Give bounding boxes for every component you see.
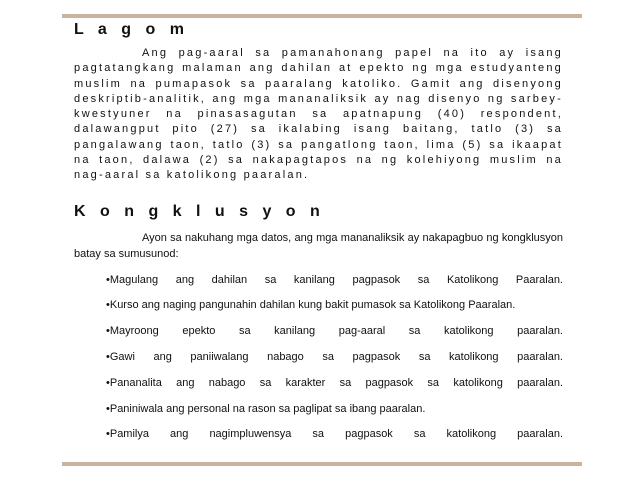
list-item: •Pamilya ang nagimpluwensya sa pagpasok sa katolikong paaralan. xyxy=(106,428,563,441)
konklusyon-intro: Ayon sa nakuhang mga datos, ang mga mananaliksik ay nakapagbuo ng kongklusyon batay sa sumusunod: xyxy=(74,231,563,260)
document-body xyxy=(74,20,563,452)
lagom-heading: L a g o m xyxy=(74,21,189,38)
lagom-paragraph: Ang pag-aaral sa pamanahonang papel na ito ay isang pagtatangkang malaman ang dahilan at epekto ng mga estudyanteng muslim na pumapasok sa paaralang katoliko. Gamit ang disenyong deskriptib-analitik, ang mga mananaliksik ay nag disenyo ng sarbey-kwestyuner na pinasasagutan sa apatnapung (40) respondent, dalawangput pito (27) sa ikalabing isang baitang, tatlo (3) sa pangalawang taon, tatlo (3) sa pangatlong taon, lima (5) sa ikaapat na taon, dalawa (2) sa nakapagtapos na ng kolehiyong muslim na nag-aaral sa katolikong paaralan. xyxy=(74,47,563,182)
conclusion-list xyxy=(74,272,563,443)
bottom-divider xyxy=(62,462,582,466)
list-item: •Kurso ang naging pangunahin dahilan kung bakit pumasok sa Katolikong Paaralan. xyxy=(106,299,516,312)
list-item: •Pananalita ang nabago sa karakter sa pagpasok sa katolikong paaralan. xyxy=(106,376,563,389)
konklusyon-heading: K o n g k l u s y o n xyxy=(74,202,325,220)
list-item: •Mayroong epekto sa kanilang pag-aaral sa katolikong paaralan. xyxy=(106,325,563,338)
list-item: •Gawi ang paniiwalang nabago sa pagpasok sa katolikong paaralan. xyxy=(106,351,563,364)
list-item: •Paniniwala ang personal na rason sa paglipat sa ibang paaralan. xyxy=(106,402,426,415)
list-item: •Magulang ang dahilan sa kanilang pagpasok sa Katolikong Paaralan. xyxy=(106,273,563,286)
top-divider xyxy=(62,14,582,18)
